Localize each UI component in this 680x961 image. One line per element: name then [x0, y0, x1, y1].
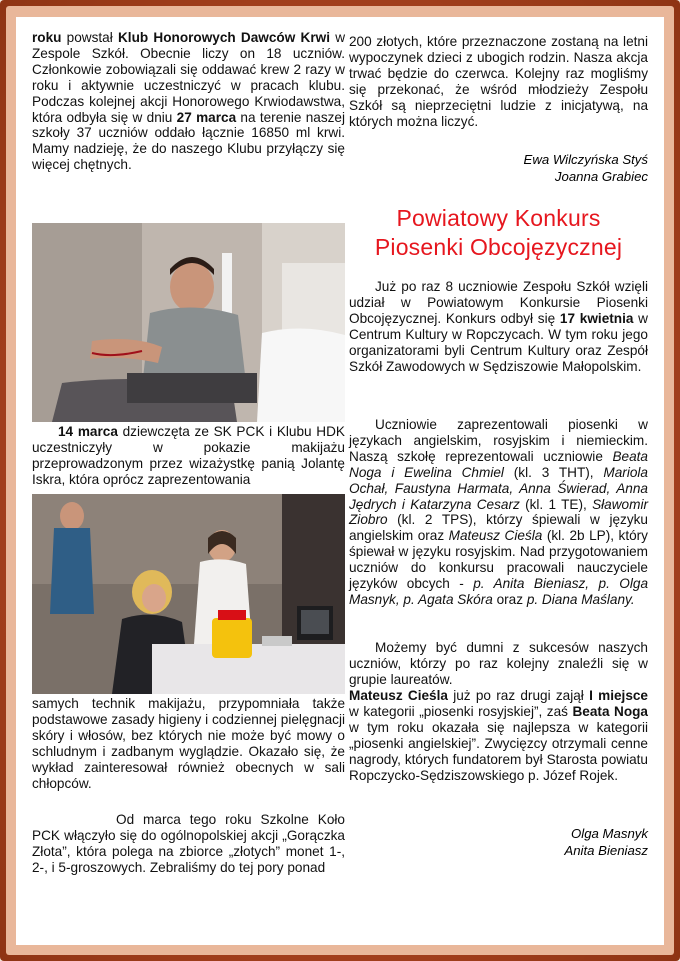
- bold-run: 14 marca: [58, 424, 118, 439]
- text-run: powstał: [61, 30, 118, 45]
- right-para-4: Możemy być dumni z sukcesów naszych uczniów, którzy po raz kolejny znaleźli się w grupie laureatów.: [349, 640, 648, 687]
- author-name: Anita Bieniasz: [564, 842, 648, 858]
- right-para-1: 200 złotych, które przeznaczone zostaną na letni wypoczynek dzieci z ubogich rodzin. Nasza akcja trwać będzie do czerwca. Kolejny raz mogliśmy się przekonać, że wśród młodzieży Zespołu Szkół są nieprzeciętni ludzie z inicjatywą, na których można liczyć.: [349, 34, 648, 129]
- right-para-3: [349, 417, 648, 608]
- text-run: już po raz drugi zajął: [447, 688, 590, 703]
- text-run: w tym roku okazała się najlepsza w kategorii „piosenki angielskiej”. Zwycięzcy otrzymali cenne nagrody, których fundatorem był Starosta powiatu Ropczycko-Sędziszowskiego p. Józef Rojek.: [349, 719, 648, 783]
- makeup-workshop-image: [32, 494, 345, 694]
- text-run: (kl. 2 TPS), którzy śpiewali w języku angielskim oraz: [349, 512, 648, 544]
- bold-run: 17 kwietnia: [559, 310, 634, 326]
- bold-run: I miejsce: [589, 688, 648, 703]
- italic-run: Mateusz Cieśla: [448, 528, 543, 544]
- heading-line-2: Piosenki Obcojęzycznej: [374, 234, 623, 260]
- italic-run: Beata Noga i Ewelina Chmiel: [349, 448, 648, 480]
- text-run: (kl. 2b LP), który śpiewał w języku rosyjskim. Nad przygotowaniem uczniów do konkursu pracowali nauczyciele języków obcych -: [349, 528, 648, 592]
- bold-run: 27 marca: [176, 109, 237, 125]
- right-para-2: [349, 279, 648, 374]
- newsletter-page: [16, 17, 664, 945]
- bold-run: Beata Noga: [572, 703, 648, 719]
- italic-run: Sławomir Ziobro: [349, 496, 648, 528]
- text-run: na terenie naszej szkoły 37 uczniów oddało łącznie 16850 ml krwi. Mamy nadzieję, że do naszego Klubu przyłączy się więcej chętnych.: [32, 109, 346, 173]
- text-run: w Centrum Kultury w Ropczycach. W tym roku jego organizatorami byli Centrum Kultury oraz Zespół Szkół Zawodowych w Sędziszowie Małopolskim.: [349, 310, 649, 374]
- author-name: Olga Masnyk: [571, 826, 648, 841]
- photo-blood-donation: [32, 223, 345, 422]
- author-name: Joanna Grabiec: [554, 168, 648, 184]
- left-para-2: [32, 424, 345, 488]
- authors-block-2: [349, 826, 648, 859]
- photo-makeup-workshop: [32, 494, 345, 694]
- text-run: (kl. 3 THT),: [503, 464, 604, 480]
- text-run: Uczniowie zaprezentowali piosenki w językach angielskim, rosyjskim i niemieckim. Naszą szkołę reprezentowali uczniowie: [349, 417, 648, 464]
- bold-run: Klub Honorowych Dawców Krwi: [117, 30, 330, 45]
- blood-donation-image: [32, 223, 345, 422]
- bold-run: roku: [32, 30, 62, 45]
- left-para-4: Od marca tego roku Szkolne Koło PCK włączyło się do ogólnopolskiej akcji „Gorączka Złota”, która polega na zbiorce „złotych” monet 1-, 2-, i 5-groszowych. Zebraliśmy do tej pory ponad: [32, 812, 345, 875]
- italic-run: p. Anita Bieniasz, p. Olga Masnyk, p. Agata Skóra: [349, 576, 648, 607]
- left-para-1: [32, 30, 345, 173]
- left-para-3: samych technik makijażu, przypomniała także podstawowe zasady higieny i codziennej pielęgnacji skóry i włosów, bez których nie może być mowy o schludnym i zadbanym wyglądzie. Okazało się, że wykład zainteresował również obecnych w sali chłopców.: [32, 696, 345, 791]
- article-heading: [349, 204, 648, 262]
- text-run: dziewczęta ze SK PCK i Klubu HDK uczestniczyły w pokazie makijażu przeprowadzonym przez wizażystkę panią Jolantę Iskra, która oprócz zaprezentowania: [32, 424, 345, 487]
- text-run: Już po raz 8 uczniowie Zespołu Szkół wzięli udział w Powiatowym Konkursie Piosenki Obcojęzycznej. Konkurs odbył się: [349, 279, 648, 326]
- text-run: w Zespole Szkół. Obecnie liczy on 18 uczniów. Członkowie zobowiązali się oddawać krew 2 razy w roku i aktywnie uczestniczyć w pracach klubu. Podczas kolejnej akcji Honorowego Krwiodawstwa, która odbyła się w dniu: [32, 30, 346, 125]
- right-para-5: [349, 688, 648, 783]
- heading-line-1: Powiatowy Konkurs: [396, 205, 601, 231]
- italic-run: Mariola Ochał, Faustyna Harmata, Anna Świerad, Anna Jędrych i Katarzyna Cesarz: [349, 464, 648, 512]
- text-run: (kl. 1 TE),: [519, 496, 593, 512]
- author-name: Ewa Wilczyńska Styś: [523, 152, 648, 167]
- bold-run: Mateusz Cieśla: [349, 688, 448, 703]
- italic-run: p. Diana Maślany.: [526, 591, 635, 607]
- text-run: w kategorii „piosenki rosyjskiej”, zaś: [349, 703, 573, 719]
- text-run: oraz: [492, 591, 527, 607]
- authors-block-1: [349, 152, 648, 185]
